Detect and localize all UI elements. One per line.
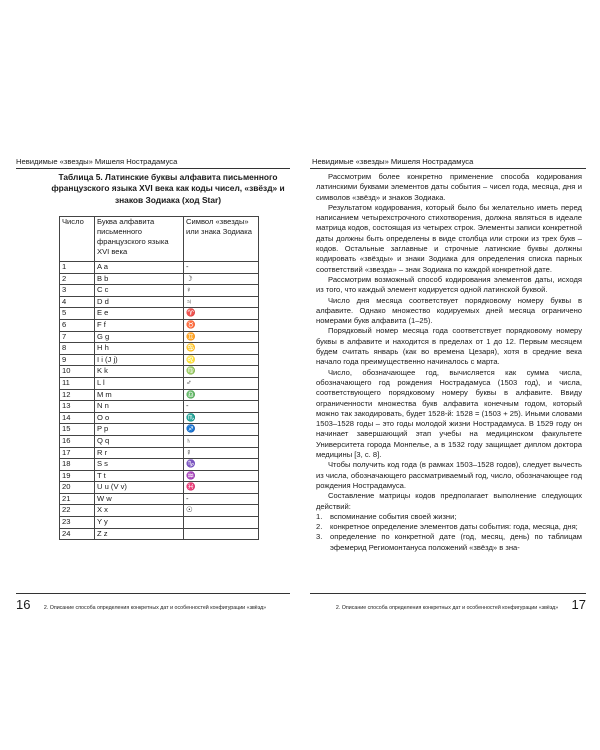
letter-cell: A a xyxy=(95,262,184,274)
symbol-cell: ♐ xyxy=(184,424,259,436)
table-row xyxy=(60,308,259,320)
letter-cell: I i (J j) xyxy=(95,354,184,366)
letter-cell: L l xyxy=(95,377,184,389)
footer-rule xyxy=(310,593,586,594)
table-row xyxy=(60,331,259,343)
page-number: 17 xyxy=(571,597,586,612)
list-number: 2. xyxy=(316,522,323,532)
table-row xyxy=(60,285,259,297)
right-page xyxy=(310,148,586,618)
symbol-cell: ♓ xyxy=(184,482,259,494)
symbol-cell: ♀ xyxy=(184,285,259,297)
column-header: Буква алфавита письменного французского языка XVI века xyxy=(95,217,184,262)
table-row xyxy=(60,517,259,529)
symbol-cell: ♃ xyxy=(184,296,259,308)
symbol-cell: ♏ xyxy=(184,412,259,424)
footer-note: 2. Описание способа определения конкретных дат и особенностей конфигурации «звёзд» xyxy=(43,605,267,611)
symbol-cell: ☿ xyxy=(184,447,259,459)
number-cell: 4 xyxy=(60,296,95,308)
paragraph: Результатом кодирования, который было бы желательно иметь перед написанием четырехстрочного стихотворения, должна являться в идеале матрица кодов, состоящая из четырех строк. Элементы записи конкретной даты должны быть определены в виде столбца или строки из трех букв – кодов. Остальные заглавные и строчные латинские буквы должны кодировать «звёзды» и знаки Зодиака для определения списка парных соответствий «звезда» – знак Зодиака по каждой конкретной дате. xyxy=(316,202,582,274)
number-cell: 13 xyxy=(60,401,95,413)
letter-cell: U u (V v) xyxy=(95,482,184,494)
table-row xyxy=(60,412,259,424)
letter-cell: Y y xyxy=(95,517,184,529)
letter-cell: M m xyxy=(95,389,184,401)
letter-cell: B b xyxy=(95,273,184,285)
table-row xyxy=(60,401,259,413)
symbol-cell: ♈ xyxy=(184,308,259,320)
letter-cell: C c xyxy=(95,285,184,297)
number-cell: 15 xyxy=(60,424,95,436)
number-cell: 6 xyxy=(60,319,95,331)
symbol-cell: ♒ xyxy=(184,470,259,482)
table-row xyxy=(60,493,259,505)
letter-cell: G g xyxy=(95,331,184,343)
table-row xyxy=(60,528,259,540)
symbol-cell xyxy=(184,517,259,529)
number-cell: 3 xyxy=(60,285,95,297)
list-text: вспоминание события своей жизни; xyxy=(330,511,457,521)
table-row xyxy=(60,377,259,389)
symbol-cell xyxy=(184,528,259,540)
table-row xyxy=(60,459,259,471)
table-row xyxy=(60,435,259,447)
paragraphs xyxy=(316,172,582,512)
action-list xyxy=(316,512,582,553)
symbol-cell: ☉ xyxy=(184,505,259,517)
running-header: Невидимые «звезды» Мишеля Нострадамуса xyxy=(16,157,178,166)
table-row xyxy=(60,296,259,308)
table-body xyxy=(60,262,259,540)
header-rule xyxy=(16,168,290,169)
letter-cell: F f xyxy=(95,319,184,331)
body-text xyxy=(316,172,582,553)
list-item xyxy=(316,512,582,522)
table-row xyxy=(60,482,259,494)
left-page xyxy=(16,148,290,618)
number-cell: 11 xyxy=(60,377,95,389)
header-rule xyxy=(310,168,586,169)
column-header: Символ «звезды» или знака Зодиака xyxy=(184,217,259,262)
number-cell: 12 xyxy=(60,389,95,401)
table-row xyxy=(60,366,259,378)
letter-cell: T t xyxy=(95,470,184,482)
letter-cell: R r xyxy=(95,447,184,459)
list-item xyxy=(316,532,582,553)
page-footer xyxy=(336,596,586,614)
footer-rule xyxy=(16,593,290,594)
list-text: определение по конкретной дате (год, месяц, день) по таблицам эфемерид Региомонтануса положений «звёзд» в зна- xyxy=(330,532,582,552)
letter-cell: D d xyxy=(95,296,184,308)
number-cell: 18 xyxy=(60,459,95,471)
table-row xyxy=(60,273,259,285)
table-row xyxy=(60,354,259,366)
table-row xyxy=(60,505,259,517)
letter-cell: Z z xyxy=(95,528,184,540)
table-caption: Таблица 5. Латинские буквы алфавита письменного французского языка XVI века как коды чисел, «звёзд» и знаков Зодиака (ход Star) xyxy=(51,172,285,205)
table-row xyxy=(60,470,259,482)
number-cell: 17 xyxy=(60,447,95,459)
letter-cell: P p xyxy=(95,424,184,436)
symbol-cell: ♊ xyxy=(184,331,259,343)
footer-note: 2. Описание способа определения конкретных дат и особенностей конфигурации «звёзд» xyxy=(335,605,559,611)
table-row xyxy=(60,319,259,331)
table-row xyxy=(60,262,259,274)
symbol-cell: ♍ xyxy=(184,366,259,378)
number-cell: 14 xyxy=(60,412,95,424)
table-row xyxy=(60,389,259,401)
symbol-cell: ♋ xyxy=(184,343,259,355)
number-cell: 24 xyxy=(60,528,95,540)
letter-cell: Q q xyxy=(95,435,184,447)
number-cell: 1 xyxy=(60,262,95,274)
list-number: 3. xyxy=(316,532,323,542)
number-cell: 23 xyxy=(60,517,95,529)
paragraph: Рассмотрим возможный способ кодирования элементов даты, исходя из того, что каждый элемент кодируется одной латинской буквой. xyxy=(316,274,582,295)
number-cell: 20 xyxy=(60,482,95,494)
symbol-cell: - xyxy=(184,262,259,274)
table-row xyxy=(60,343,259,355)
paragraph: Чтобы получить код года (в рамках 1503–1528 годов), следует вычесть из числа, обозначающего рассматриваемый год, число, обозначающее год рождения Нострадамуса. xyxy=(316,460,582,490)
number-cell: 21 xyxy=(60,493,95,505)
column-header: Число xyxy=(60,217,95,262)
paragraph: Рассмотрим более конкретно применение способа кодирования латинскими буквами элементов даты события – чисел года, месяца, дня и символов «звёзд» и знаков Зодиака. xyxy=(316,172,582,202)
symbol-cell: ♂ xyxy=(184,377,259,389)
number-cell: 7 xyxy=(60,331,95,343)
letter-cell: E e xyxy=(95,308,184,320)
number-cell: 19 xyxy=(60,470,95,482)
page-number: 16 xyxy=(16,597,31,612)
paragraph: Число, обозначающее год, вычисляется как сумма числа, обозначающего год рождения Нострадамуса (1503 год), и числа, соответствующего порядковому номеру буквы в алфавите. Ввиду ограниченности множества букв алфавита конечным годом, который можно так закодировать, будет 1528-й: 1528 = (1503 + 25). Иными словами 1503–1528 годы – это годы молодой жизни Нострадамуса. В 1529 году он начинает завершающий этап учебы на медицинском факультете Университета города Монпелье, а в 1532 году защищает диплом доктора медицины [3, с. 8]. xyxy=(316,367,582,460)
letter-cell: X x xyxy=(95,505,184,517)
symbol-cell: ♎ xyxy=(184,389,259,401)
letter-cell: N n xyxy=(95,401,184,413)
running-header: Невидимые «звезды» Мишеля Нострадамуса xyxy=(312,157,474,166)
number-cell: 9 xyxy=(60,354,95,366)
number-cell: 22 xyxy=(60,505,95,517)
letter-cell: O o xyxy=(95,412,184,424)
table-row xyxy=(60,424,259,436)
symbol-cell: ☽ xyxy=(184,273,259,285)
list-item xyxy=(316,522,582,532)
number-cell: 5 xyxy=(60,308,95,320)
symbol-cell: - xyxy=(184,493,259,505)
letter-cell: K k xyxy=(95,366,184,378)
list-number: 1. xyxy=(316,511,323,521)
number-cell: 2 xyxy=(60,273,95,285)
table-row xyxy=(60,447,259,459)
symbol-cell: - xyxy=(184,401,259,413)
symbol-cell: ♑ xyxy=(184,459,259,471)
number-cell: 8 xyxy=(60,343,95,355)
letter-cell: W w xyxy=(95,493,184,505)
paragraph: Составление матрицы кодов предполагает выполнение следующих действий: xyxy=(316,491,582,511)
number-cell: 10 xyxy=(60,366,95,378)
page-footer xyxy=(16,596,266,614)
list-text: конкретное определение элементов даты события: года, месяца, дня; xyxy=(330,522,578,532)
letter-cell: S s xyxy=(95,459,184,471)
symbol-cell: ♉ xyxy=(184,319,259,331)
letters-table xyxy=(59,216,259,540)
number-cell: 16 xyxy=(60,435,95,447)
letter-cell: H h xyxy=(95,343,184,355)
symbol-cell: ♄ xyxy=(184,435,259,447)
paragraph: Число дня месяца соответствует порядковому номеру буквы в алфавите. Однако множество кодируемых дней месяца ограничено номерами букв алфавита (1–25). xyxy=(316,295,582,326)
paragraph: Порядковый номер месяца года соответствует порядковому номеру буквы в алфавите и находится в пределах от 1 до 12. Первым месяцем будем считать январь (как во времена Цезаря), хотя в средние века начало года преимущественно начиналось с марта. xyxy=(316,326,582,367)
symbol-cell: ♌ xyxy=(184,354,259,366)
